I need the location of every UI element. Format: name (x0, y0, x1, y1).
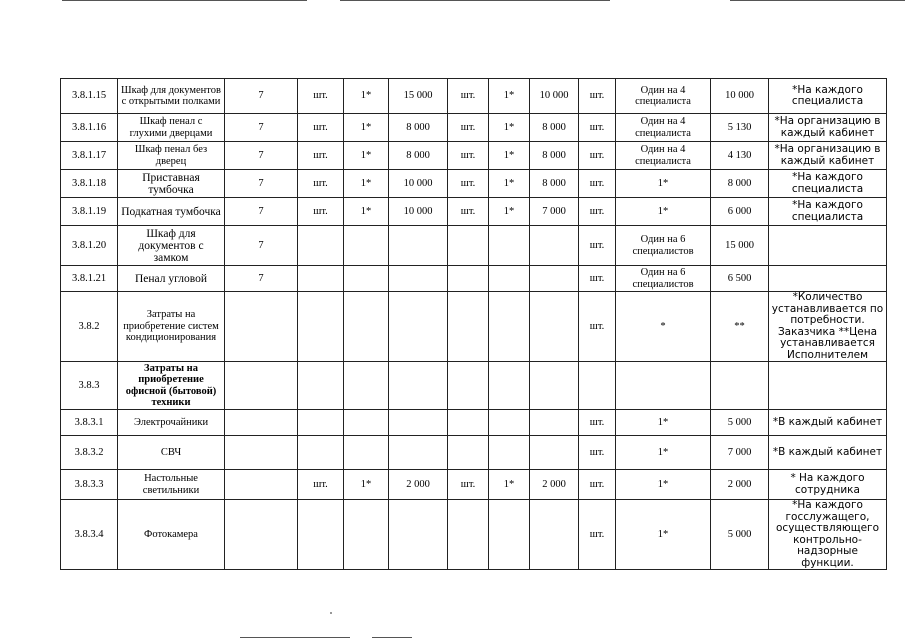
norm-cell: Один на 4 специалиста (616, 114, 711, 142)
price-2-cell: 8 000 (530, 142, 579, 170)
price-limit-cell: 5 000 (711, 500, 769, 570)
row-code-cell: 3.8.1.15 (61, 79, 118, 114)
quantity-2-cell: 1* (489, 170, 530, 198)
unit-1-cell (298, 292, 344, 362)
price-1-cell (389, 436, 448, 470)
quantity-1-cell (344, 226, 389, 266)
item-name-cell: СВЧ (118, 436, 225, 470)
unit-3-cell: шт. (579, 226, 616, 266)
unit-1-cell (298, 226, 344, 266)
row-code-cell: 3.8.3 (61, 362, 118, 410)
price-limit-cell: 6 000 (711, 198, 769, 226)
price-2-cell: 8 000 (530, 114, 579, 142)
unit-2-cell: шт. (448, 198, 489, 226)
item-name-cell: Подкатная тумбочка (118, 198, 225, 226)
quantity-1-cell: 1* (344, 198, 389, 226)
row-code-cell: 3.8.3.1 (61, 410, 118, 436)
group-number-cell: 7 (225, 170, 298, 198)
norm-cell: 1* (616, 170, 711, 198)
unit-1-cell (298, 436, 344, 470)
group-number-cell (225, 436, 298, 470)
norm-cell: 1* (616, 410, 711, 436)
scan-artifact-top-left (62, 0, 307, 1)
unit-2-cell: шт. (448, 170, 489, 198)
table-row (61, 470, 887, 500)
item-name-cell: Затраты на приобретение систем кондиционирования (118, 292, 225, 362)
quantity-1-cell: 1* (344, 470, 389, 500)
price-1-cell: 2 000 (389, 470, 448, 500)
quantity-2-cell: 1* (489, 114, 530, 142)
quantity-1-cell: 1* (344, 142, 389, 170)
unit-3-cell: шт. (579, 436, 616, 470)
unit-2-cell (448, 226, 489, 266)
price-1-cell (389, 410, 448, 436)
note-cell: *Количество устанавливается по потребности. Заказчика **Цена устанавливается Исполнителем (769, 292, 887, 362)
table-row (61, 198, 887, 226)
price-1-cell (389, 226, 448, 266)
table-row (61, 114, 887, 142)
norm-cell: Один на 4 специалиста (616, 79, 711, 114)
price-limit-cell: ** (711, 292, 769, 362)
group-number-cell: 7 (225, 114, 298, 142)
unit-2-cell (448, 410, 489, 436)
price-2-cell: 2 000 (530, 470, 579, 500)
price-limit-cell: 15 000 (711, 226, 769, 266)
quantity-1-cell (344, 266, 389, 292)
unit-1-cell: шт. (298, 198, 344, 226)
note-cell: *На каждого специалиста (769, 170, 887, 198)
note-cell: *В каждый кабинет (769, 436, 887, 470)
price-2-cell (530, 266, 579, 292)
quantity-1-cell (344, 292, 389, 362)
quantity-2-cell (489, 500, 530, 570)
unit-2-cell (448, 436, 489, 470)
unit-3-cell: шт. (579, 470, 616, 500)
quantity-1-cell (344, 500, 389, 570)
unit-3-cell: шт. (579, 170, 616, 198)
price-limit-cell: 2 000 (711, 470, 769, 500)
quantity-2-cell (489, 436, 530, 470)
price-2-cell (530, 500, 579, 570)
table-row (61, 436, 887, 470)
note-cell: *В каждый кабинет (769, 410, 887, 436)
quantity-1-cell (344, 436, 389, 470)
unit-1-cell: шт. (298, 142, 344, 170)
quantity-1-cell (344, 410, 389, 436)
unit-2-cell (448, 292, 489, 362)
scan-speck (330, 612, 332, 614)
group-number-cell (225, 410, 298, 436)
note-cell: *На каждого госслужащего, осуществляющего контрольно-надзорные функции. (769, 500, 887, 570)
table-row (61, 292, 887, 362)
price-1-cell: 15 000 (389, 79, 448, 114)
price-limit-cell: 10 000 (711, 79, 769, 114)
unit-1-cell (298, 500, 344, 570)
price-2-cell: 10 000 (530, 79, 579, 114)
item-name-cell: Шкаф пенал без дверец (118, 142, 225, 170)
price-1-cell: 10 000 (389, 170, 448, 198)
quantity-2-cell (489, 362, 530, 410)
row-code-cell: 3.8.1.20 (61, 226, 118, 266)
unit-2-cell: шт. (448, 470, 489, 500)
note-cell (769, 362, 887, 410)
item-name-cell: Фотокамера (118, 500, 225, 570)
norm-cell (616, 362, 711, 410)
unit-2-cell (448, 266, 489, 292)
price-2-cell: 8 000 (530, 170, 579, 198)
price-1-cell (389, 500, 448, 570)
quantity-1-cell: 1* (344, 170, 389, 198)
quantity-2-cell: 1* (489, 142, 530, 170)
item-name-cell: Приставная тумбочка (118, 170, 225, 198)
price-limit-cell: 8 000 (711, 170, 769, 198)
unit-2-cell: шт. (448, 79, 489, 114)
group-number-cell (225, 470, 298, 500)
group-number-cell: 7 (225, 79, 298, 114)
price-1-cell: 10 000 (389, 198, 448, 226)
table-row (61, 142, 887, 170)
item-name-cell: Шкаф пенал с глухими дверцами (118, 114, 225, 142)
price-limit-cell: 6 500 (711, 266, 769, 292)
table-row (61, 170, 887, 198)
norm-cell: 1* (616, 470, 711, 500)
group-number-cell (225, 292, 298, 362)
price-2-cell: 7 000 (530, 198, 579, 226)
quantity-2-cell: 1* (489, 79, 530, 114)
quantity-1-cell (344, 362, 389, 410)
note-cell: *На организацию в каждый кабинет (769, 142, 887, 170)
item-name-cell: Настольные светильники (118, 470, 225, 500)
unit-1-cell: шт. (298, 114, 344, 142)
unit-1-cell: шт. (298, 470, 344, 500)
norm-cell: Один на 6 специалистов (616, 266, 711, 292)
unit-3-cell: шт. (579, 266, 616, 292)
norm-cell: 1* (616, 436, 711, 470)
unit-1-cell: шт. (298, 170, 344, 198)
quantity-1-cell: 1* (344, 114, 389, 142)
norm-cell: 1* (616, 198, 711, 226)
unit-3-cell: шт. (579, 142, 616, 170)
unit-1-cell: шт. (298, 79, 344, 114)
row-code-cell: 3.8.3.3 (61, 470, 118, 500)
norm-cell: Один на 4 специалиста (616, 142, 711, 170)
price-1-cell: 8 000 (389, 114, 448, 142)
item-name-cell: Пенал угловой (118, 266, 225, 292)
price-limit-cell: 5 130 (711, 114, 769, 142)
unit-1-cell (298, 266, 344, 292)
price-limit-cell (711, 362, 769, 410)
quantity-2-cell (489, 292, 530, 362)
unit-3-cell: шт. (579, 500, 616, 570)
unit-2-cell: шт. (448, 142, 489, 170)
scan-artifact-top-right (730, 0, 905, 1)
price-limit-cell: 4 130 (711, 142, 769, 170)
quantity-2-cell (489, 266, 530, 292)
quantity-2-cell (489, 226, 530, 266)
quantity-2-cell: 1* (489, 198, 530, 226)
scan-artifact-top-mid (340, 0, 610, 1)
table-row (61, 226, 887, 266)
quantity-2-cell: 1* (489, 470, 530, 500)
price-1-cell: 8 000 (389, 142, 448, 170)
unit-3-cell: шт. (579, 79, 616, 114)
unit-2-cell (448, 362, 489, 410)
group-number-cell (225, 362, 298, 410)
norm-cell: * (616, 292, 711, 362)
table-row (61, 410, 887, 436)
scan-artifact-bottom-left (240, 637, 350, 638)
note-cell: * На каждого сотрудника (769, 470, 887, 500)
table-row (61, 362, 887, 410)
unit-1-cell (298, 410, 344, 436)
table-row (61, 500, 887, 570)
row-code-cell: 3.8.2 (61, 292, 118, 362)
row-code-cell: 3.8.1.18 (61, 170, 118, 198)
price-2-cell (530, 226, 579, 266)
note-cell: *На организацию в каждый кабинет (769, 114, 887, 142)
group-number-cell: 7 (225, 198, 298, 226)
row-code-cell: 3.8.1.19 (61, 198, 118, 226)
quantity-2-cell (489, 410, 530, 436)
row-code-cell: 3.8.1.17 (61, 142, 118, 170)
row-code-cell: 3.8.3.2 (61, 436, 118, 470)
unit-3-cell (579, 362, 616, 410)
unit-1-cell (298, 362, 344, 410)
item-name-cell: Шкаф для документов с открытыми полками (118, 79, 225, 114)
item-name-cell: Затраты на приобретение офисной (бытовой) техники (118, 362, 225, 410)
note-cell: *На каждого специалиста (769, 198, 887, 226)
price-2-cell (530, 292, 579, 362)
unit-3-cell: шт. (579, 198, 616, 226)
group-number-cell: 7 (225, 226, 298, 266)
group-number-cell: 7 (225, 142, 298, 170)
price-1-cell (389, 292, 448, 362)
quantity-1-cell: 1* (344, 79, 389, 114)
unit-2-cell (448, 500, 489, 570)
unit-3-cell: шт. (579, 114, 616, 142)
norm-cell: Один на 6 специалистов (616, 226, 711, 266)
price-2-cell (530, 362, 579, 410)
price-1-cell (389, 362, 448, 410)
table-row (61, 266, 887, 292)
unit-2-cell: шт. (448, 114, 489, 142)
note-cell (769, 266, 887, 292)
price-2-cell (530, 436, 579, 470)
price-1-cell (389, 266, 448, 292)
group-number-cell: 7 (225, 266, 298, 292)
norm-cell: 1* (616, 500, 711, 570)
table-row (61, 79, 887, 114)
group-number-cell (225, 500, 298, 570)
item-name-cell: Электрочайники (118, 410, 225, 436)
price-2-cell (530, 410, 579, 436)
row-code-cell: 3.8.3.4 (61, 500, 118, 570)
note-cell (769, 226, 887, 266)
row-code-cell: 3.8.1.21 (61, 266, 118, 292)
note-cell: *На каждого специалиста (769, 79, 887, 114)
price-limit-cell: 5 000 (711, 410, 769, 436)
row-code-cell: 3.8.1.16 (61, 114, 118, 142)
procurement-norms-table (60, 78, 887, 570)
unit-3-cell: шт. (579, 292, 616, 362)
item-name-cell: Шкаф для документов с замком (118, 226, 225, 266)
unit-3-cell: шт. (579, 410, 616, 436)
price-limit-cell: 7 000 (711, 436, 769, 470)
scan-artifact-bottom-right (372, 637, 412, 638)
